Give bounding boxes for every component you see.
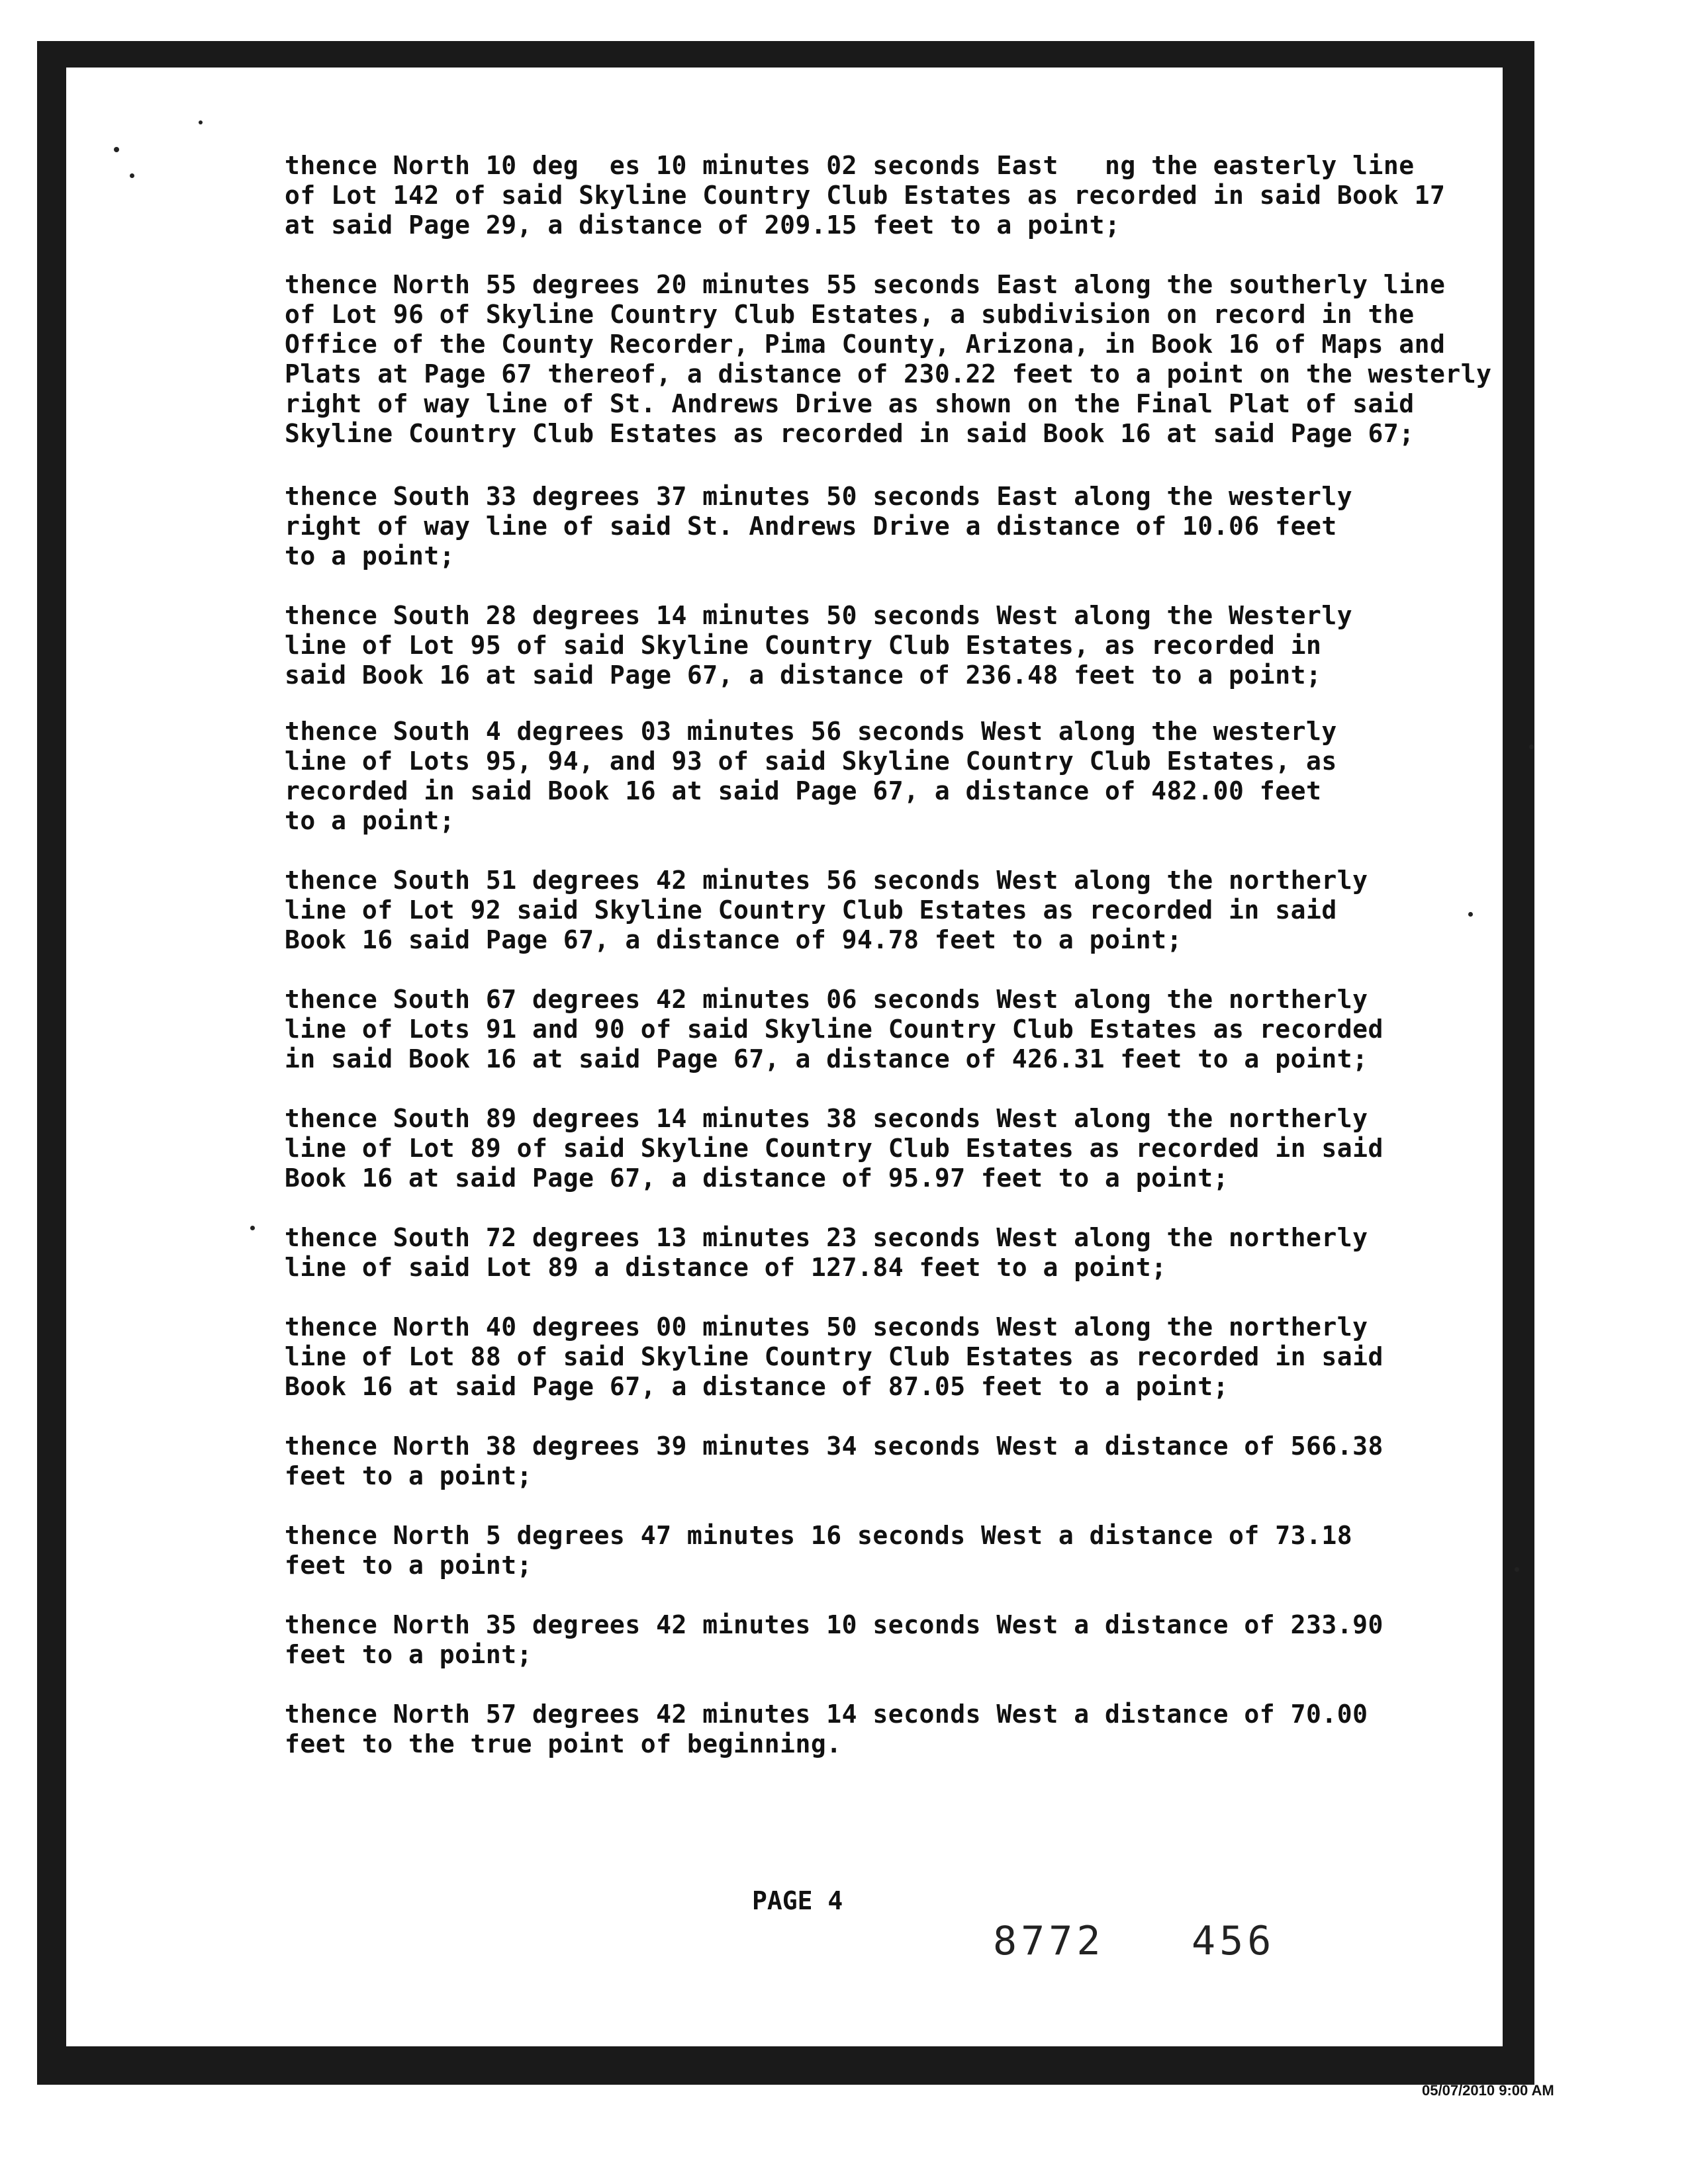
recording-page-number: 456 (1192, 1918, 1276, 1964)
legal-description (285, 151, 1516, 1759)
paragraph: thence South 89 degrees 14 minutes 38 seconds West along the northerly line of Lot 89 of said Skyline Country Club Estates as recorded in said Book 16 at said Page 67, a distance of 95.97 feet to a point; (285, 1104, 1383, 1193)
scan-speck (199, 120, 203, 124)
scan-speck (1529, 745, 1534, 749)
book-number: 8772 (993, 1918, 1105, 1964)
paragraph: thence South 4 degrees 03 minutes 56 seconds West along the westerly line of Lots 95, 94, and 93 of said Skyline Country Club Estates, as recorded in said Book 16 at said Page 67, a distance of 482.00 feet to a point; (285, 717, 1337, 835)
paragraph: thence South 51 degrees 42 minutes 56 seconds West along the northerly line of Lot 92 said Skyline Country Club Estates as recorded in said Book 16 said Page 67, a distance of 94.78 feet to a point; (285, 866, 1368, 954)
paragraph: thence South 72 degrees 13 minutes 23 seconds West along the northerly line of said Lot 89 a distance of 127.84 feet to a point; (285, 1223, 1368, 1282)
page-label: PAGE 4 (752, 1886, 843, 1915)
paragraph: thence North 55 degrees 20 minutes 55 seconds East along the southerly line of Lot 96 of Skyline Country Club Estates, a subdivision on record in the Office of the County Recorder, Pima County, Arizona, in Book 16 of Maps and Plats at Page 67 thereof, a distance of 230.22 feet to a point on the westerly right of way line of St. Andrews Drive as shown on the Final Plat of said Skyline Country Club Estates as recorded in said Book 16 at said Page 67; (285, 270, 1492, 448)
paragraph: thence North 35 degrees 42 minutes 10 seconds West a distance of 233.90 feet to a point; (285, 1610, 1383, 1669)
paragraph: thence South 67 degrees 42 minutes 06 seconds West along the northerly line of Lots 91 and 90 of said Skyline Country Club Estates as recorded in said Book 16 at said Page 67, a distance of 426.31 feet to a point; (285, 985, 1383, 1073)
paragraph: thence South 33 degrees 37 minutes 50 seconds East along the westerly right of way line of said St. Andrews Drive a distance of 10.06 feet to a point; (285, 482, 1353, 570)
scan-speck (114, 147, 119, 152)
paragraph: thence North 10 deg es 10 minutes 02 seconds East ng the easterly line of Lot 142 of said Skyline Country Club Estates as recorded in said Book 17 at said Page 29, a distance of 209.15 feet to a point; (285, 151, 1446, 240)
fax-timestamp: 05/07/2010 9:00 AM (1422, 2082, 1554, 2099)
scan-speck (130, 173, 134, 178)
paragraph: thence North 5 degrees 47 minutes 16 seconds West a distance of 73.18 feet to a point; (285, 1521, 1353, 1580)
paragraph: thence South 28 degrees 14 minutes 50 seconds West along the Westerly line of Lot 95 of said Skyline Country Club Estates, as recorded in said Book 16 at said Page 67, a distance of 236.48 feet to a point; (285, 601, 1353, 690)
paragraph: thence North 57 degrees 42 minutes 14 seconds West a distance of 70.00 feet to the true point of beginning. (285, 1700, 1368, 1758)
paragraph: thence North 40 degrees 00 minutes 50 seconds West along the northerly line of Lot 88 of said Skyline Country Club Estates as recorded in said Book 16 at said Page 67, a distance of 87.05 feet to a point; (285, 1312, 1383, 1401)
paragraph: thence North 38 degrees 39 minutes 34 seconds West a distance of 566.38 feet to a point; (285, 1432, 1383, 1490)
scan-speck (250, 1226, 255, 1230)
